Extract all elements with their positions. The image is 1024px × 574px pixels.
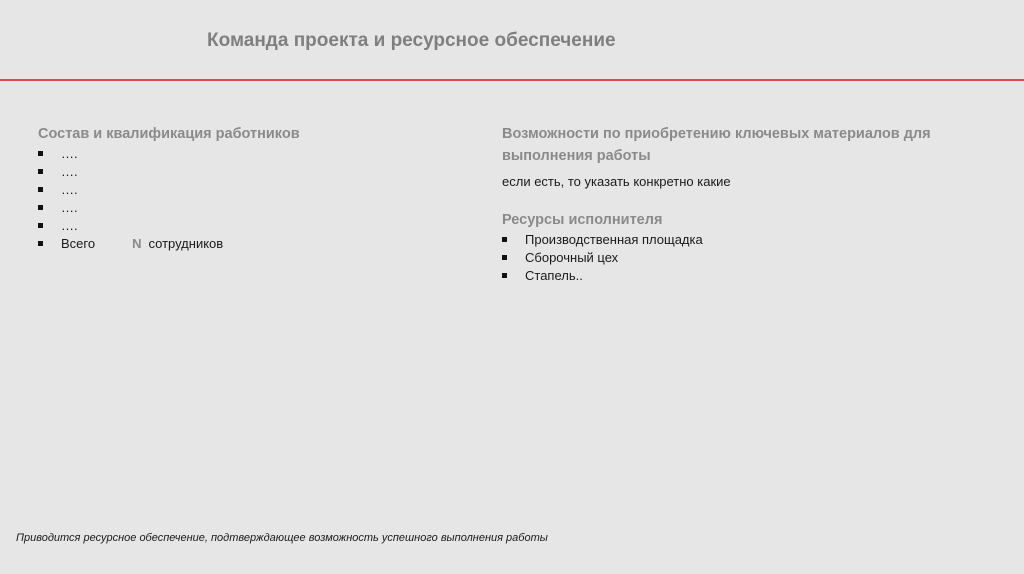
- staff-total-label: Всего: [61, 236, 96, 251]
- resources-list: [502, 231, 982, 285]
- materials-note: если есть, то указать конкретно какие: [502, 174, 731, 189]
- staff-total-unit: сотрудников: [148, 236, 224, 251]
- list-item-text: Сборочный цех: [525, 250, 619, 265]
- list-item: [38, 163, 458, 181]
- footer-note: Приводится ресурсное обеспечение, подтверждающее возможность успешного выполнения работы: [16, 532, 548, 544]
- list-item: [502, 267, 982, 285]
- bullet-icon: [38, 169, 43, 174]
- materials-heading: Возможности по приобретению ключевых материалов для выполнения работы: [502, 126, 931, 164]
- bullet-icon: [38, 151, 43, 156]
- list-item-text: Стапель..: [525, 268, 583, 283]
- bullet-icon: [38, 187, 43, 192]
- staff-total: [38, 235, 458, 253]
- list-item-text: ….: [61, 218, 78, 233]
- bullet-icon: [38, 223, 43, 228]
- list-item: [38, 217, 458, 235]
- list-item-text: Производственная площадка: [525, 232, 703, 247]
- list-item: [38, 145, 458, 163]
- bullet-icon: [502, 237, 507, 242]
- list-item-text: ….: [61, 200, 78, 215]
- staff-total-list: [38, 235, 458, 253]
- staff-heading: Состав и квалификация работников: [38, 126, 300, 142]
- list-item-text: ….: [61, 146, 78, 161]
- resources-section: [502, 123, 982, 285]
- staff-section: [38, 123, 458, 253]
- list-item-text: ….: [61, 164, 78, 179]
- list-item: [502, 249, 982, 267]
- staff-list: [38, 145, 458, 235]
- bullet-icon: [38, 241, 43, 246]
- title-divider: [0, 79, 1024, 81]
- list-item: [502, 231, 982, 249]
- bullet-icon: [502, 273, 507, 278]
- page-title: Команда проекта и ресурсное обеспечение: [207, 30, 616, 51]
- bullet-icon: [38, 205, 43, 210]
- resources-heading: Ресурсы исполнителя: [502, 212, 663, 228]
- staff-total-count: N: [132, 236, 142, 251]
- bullet-icon: [502, 255, 507, 260]
- list-item: [38, 181, 458, 199]
- list-item: [38, 199, 458, 217]
- list-item-text: ….: [61, 182, 78, 197]
